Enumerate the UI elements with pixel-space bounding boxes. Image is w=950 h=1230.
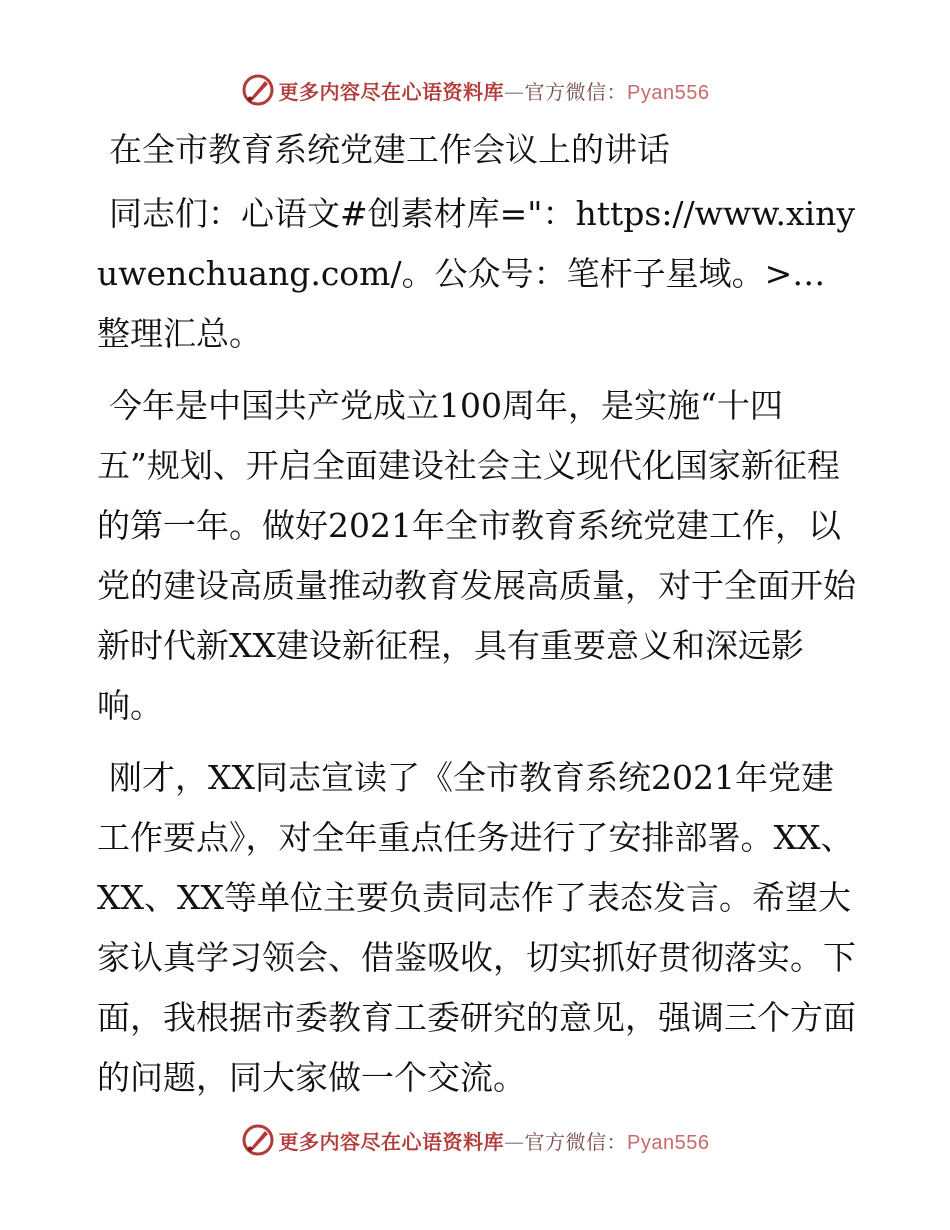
banner-text [279, 76, 710, 105]
document-title: 在全市教育系统党建工作会议上的讲话 [109, 130, 670, 169]
paragraph-2: 今年是中国共产党成立100周年，是实施“十四五”规划、开启全面建设社会主义现代化国家新征程的第一年。做好2021年全市教育系统党建工作，以党的建设高质量推动教育发展高质量，对于全面开始新时代新XX建设新征程，具有重要意义和深远影响。 [97, 386, 856, 725]
banner-label: 官方微信： [524, 79, 628, 104]
paragraph-3: 刚才，XX同志宣读了《全市教育系统2021年党建工作要点》，对全年重点任务进行了安排部署。XX、XX、XX等单位主要负责同志作了表态发言。希望大家认真学习领会、借鉴吸收，切实抓好贯彻落实。下面，我根据市委教育工委研究的意见，强调三个方面的问题，同大家做一个交流。 [97, 758, 856, 1097]
banner-handle: Pyan556 [627, 81, 710, 104]
banner-dash: — [504, 79, 525, 104]
document-body [97, 120, 857, 1120]
quill-logo-icon [241, 73, 275, 107]
header-banner [0, 70, 950, 110]
banner-text [279, 1126, 710, 1155]
header-banner-inner [241, 73, 710, 107]
banner-label: 官方微信： [524, 1129, 628, 1154]
quill-logo-icon [241, 1123, 275, 1157]
banner-handle: Pyan556 [627, 1131, 710, 1154]
footer-banner [0, 1120, 950, 1160]
paragraph-1: 同志们：心语文#创素材库="：https://www.xinyuwenchuang.com/。公众号：笔杆子星域。>…整理汇总。 [97, 194, 856, 353]
banner-brand: 更多内容尽在心语资料库 [278, 79, 505, 104]
footer-banner-inner [241, 1123, 710, 1157]
banner-brand: 更多内容尽在心语资料库 [278, 1129, 505, 1154]
banner-dash: — [504, 1129, 525, 1154]
